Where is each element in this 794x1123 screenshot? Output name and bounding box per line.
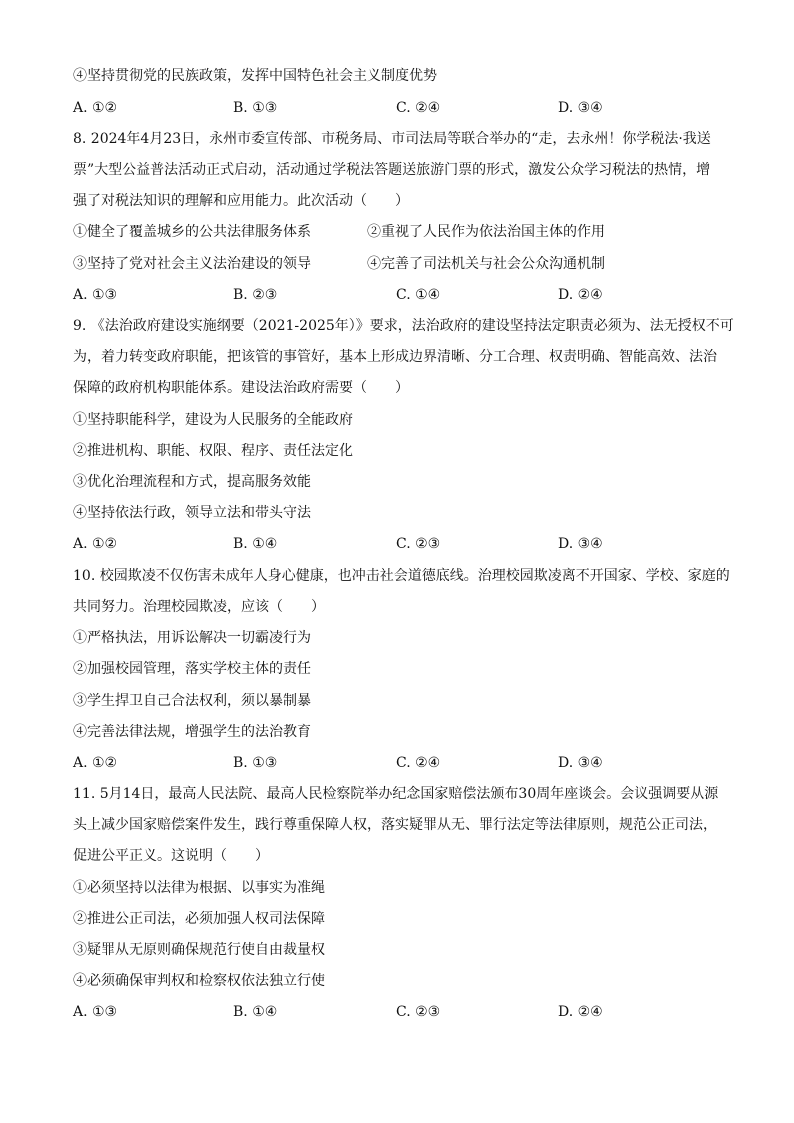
q10-item-1: ①严格执法，用诉讼解决一切霸凌行为 [73, 630, 311, 646]
q9-option-c: C. ②③ [396, 536, 441, 552]
q11-item-4: ④必须确保审判权和检察权依法独立行使 [73, 973, 325, 989]
q8-item-1: ①健全了覆盖城乡的公共法律服务体系 [73, 224, 311, 240]
q11-option-b: B. ①④ [233, 1004, 278, 1020]
q11-stem-line-2: 头上减少国家赔偿案件发生，践行尊重保障人权，落实疑罪从无、罪行法定等法律原则，规范公正司法， [73, 817, 717, 833]
q10-item-4: ④完善法律法规，增强学生的法治教育 [73, 724, 311, 740]
q11-option-d: D. ②④ [558, 1004, 603, 1020]
q10-item-3: ③学生捍卫自己合法权利，须以暴制暴 [73, 693, 311, 709]
q8-item-2: ②重视了人民作为依法治国主体的作用 [367, 224, 605, 240]
q8-items-row-1 [73, 222, 723, 242]
q11-option-c: C. ②③ [396, 1004, 441, 1020]
q8-option-c: C. ①④ [396, 287, 441, 303]
q7-option-a: A. ①② [73, 100, 118, 116]
q7-item-4: ④坚持贯彻党的民族政策，发挥中国特色社会主义制度优势 [73, 68, 437, 84]
q10-stem-line-1: 10. 校园欺凌不仅伤害未成年人身心健康，也冲击社会道德底线。治理校园欺凌离不开国家、学校、家庭的 [73, 568, 730, 584]
q9-item-3: ③优化治理流程和方式，提高服务效能 [73, 474, 311, 490]
q9-stem-line-2: 为，着力转变政府职能，把该管的事管好，基本上形成边界清晰、分工合理、权责明确、智能高效、法治 [73, 349, 717, 365]
q11-item-2: ②推进公正司法，必须加强人权司法保障 [73, 911, 325, 927]
q11-options [73, 1002, 723, 1022]
q11-item-3: ③疑罪从无原则确保规范行使自由裁量权 [73, 942, 325, 958]
q11-stem-line-3: 促进公平正义。这说明（ ） [73, 848, 269, 864]
q9-stem-line-1: 9. 《法治政府建设实施纲要（2021-2025年）》要求，法治政府的建设坚持法定职责必须为、法无授权不可 [73, 318, 734, 334]
q8-option-b: B. ②③ [233, 287, 278, 303]
q9-option-d: D. ③④ [558, 536, 603, 552]
q8-option-d: D. ②④ [558, 287, 603, 303]
q8-stem-line-1: 8. 2024年4月23日，永州市委宣传部、市税务局、市司法局等联合举办的“走，去永州！你学税法·我送 [73, 131, 711, 147]
q9-stem-line-3: 保障的政府机构职能体系。建设法治政府需要（ ） [73, 380, 409, 396]
q9-option-b: B. ①④ [233, 536, 278, 552]
q7-options [73, 98, 723, 118]
q8-item-3: ③坚持了党对社会主义法治建设的领导 [73, 256, 311, 272]
q9-item-1: ①坚持职能科学，建设为人民服务的全能政府 [73, 412, 353, 428]
q8-options [73, 285, 723, 305]
q10-option-b: B. ①③ [233, 755, 278, 771]
q9-option-a: A. ①② [73, 536, 118, 552]
q7-option-d: D. ③④ [558, 100, 603, 116]
q11-stem-line-1: 11. 5月14日，最高人民法院、最高人民检察院举办纪念国家赔偿法颁布30周年座谈会。会议强调要从源 [73, 786, 719, 802]
q8-stem-line-3: 强了对税法知识的理解和应用能力。此次活动（ ） [73, 193, 409, 209]
q10-option-a: A. ①② [73, 755, 118, 771]
q11-item-1: ①必须坚持以法律为根据、以事实为准绳 [73, 880, 325, 896]
q9-item-2: ②推进机构、职能、权限、程序、责任法定化 [73, 443, 353, 459]
q8-items-row-2 [73, 254, 723, 274]
q11-option-a: A. ①③ [73, 1004, 118, 1020]
q10-options [73, 753, 723, 773]
q7-option-c: C. ②④ [396, 100, 441, 116]
q10-option-d: D. ③④ [558, 755, 603, 771]
q10-item-2: ②加强校园管理，落实学校主体的责任 [73, 661, 311, 677]
q8-stem-line-2: 票”大型公益普法活动正式启动，活动通过学税法答题送旅游门票的形式，激发公众学习税法的热情，增 [73, 162, 711, 178]
q8-option-a: A. ①③ [73, 287, 118, 303]
q7-option-b: B. ①③ [233, 100, 278, 116]
q9-options [73, 534, 723, 554]
q10-stem-line-2: 共同努力。治理校园欺凌，应该（ ） [73, 599, 325, 615]
q8-item-4: ④完善了司法机关与社会公众沟通机制 [367, 256, 605, 272]
q10-option-c: C. ②④ [396, 755, 441, 771]
q9-item-4: ④坚持依法行政，领导立法和带头守法 [73, 505, 311, 521]
